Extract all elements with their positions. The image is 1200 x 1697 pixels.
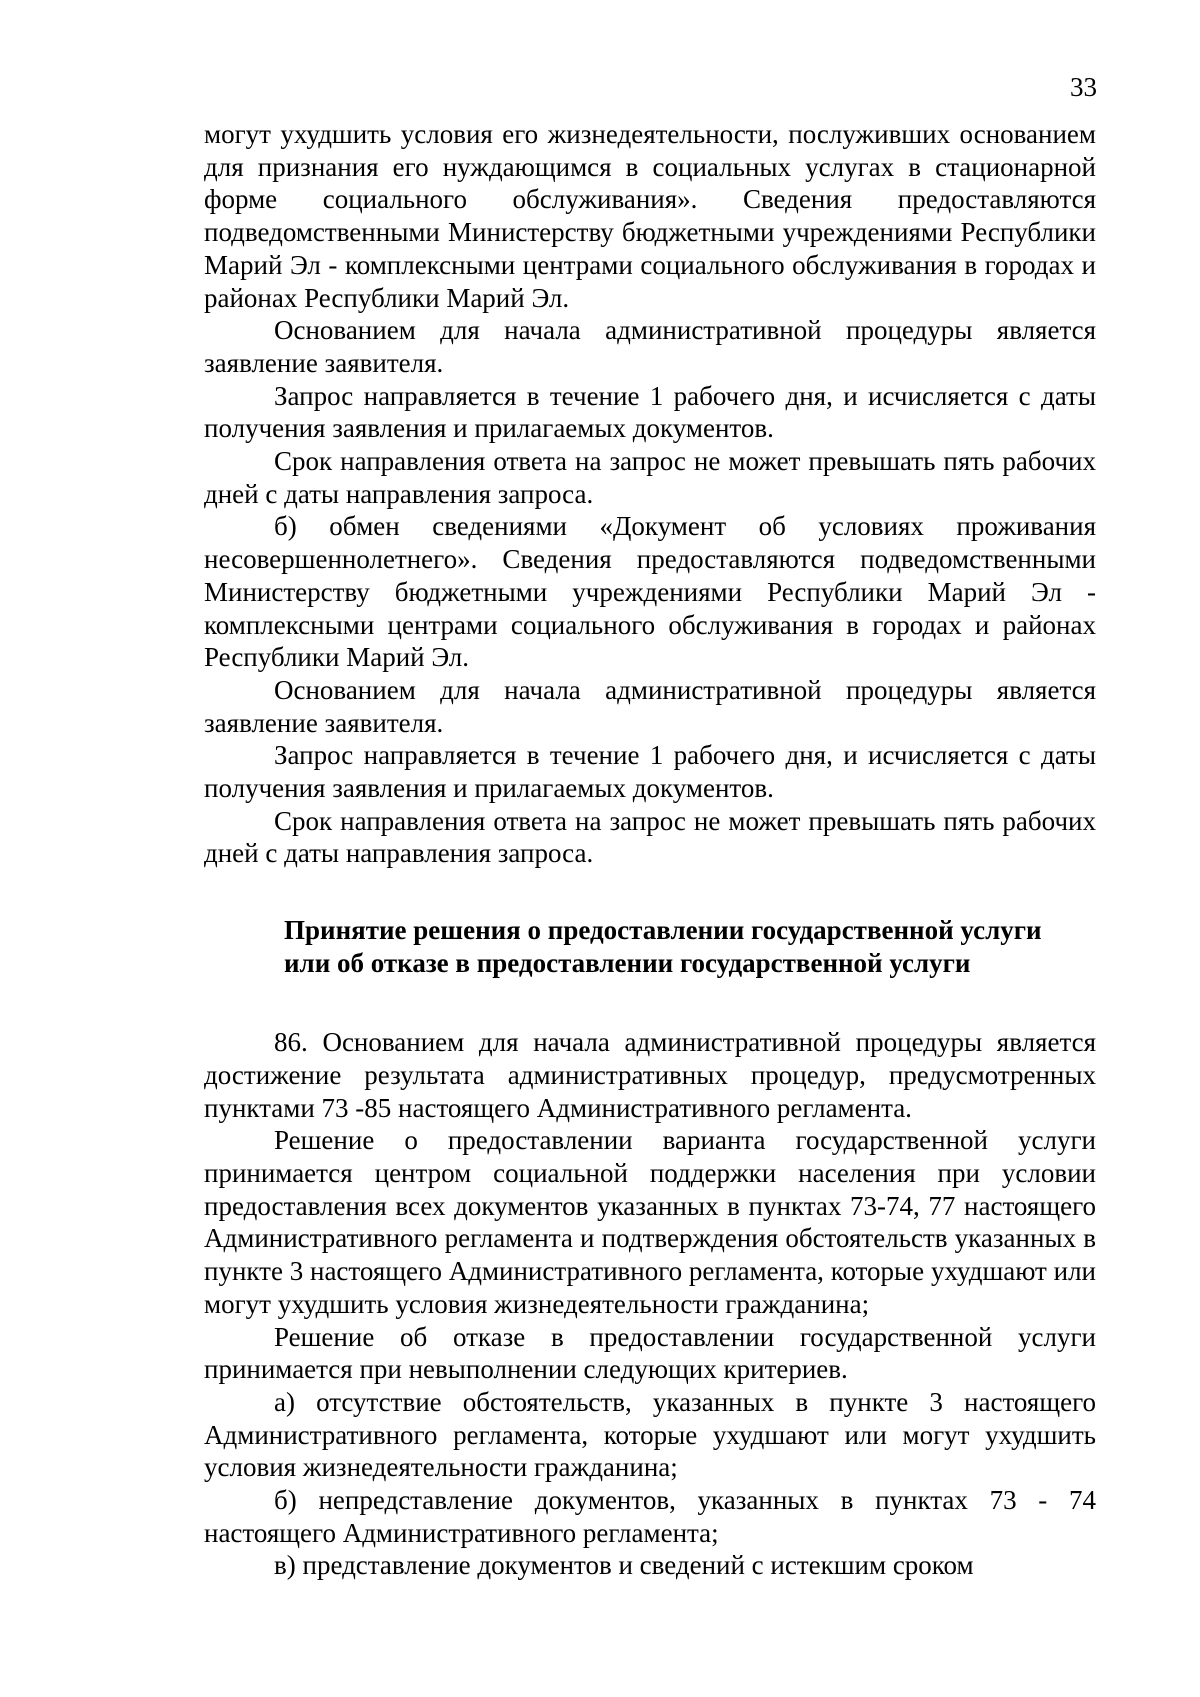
page-number: 33 (1070, 72, 1097, 102)
paragraph: Решение об отказе в предоставлении государственной услуги принимается при невыполнении следующих критериев. (204, 1321, 1096, 1385)
document-body (204, 118, 1096, 1582)
paragraph: Запрос направляется в течение 1 рабочего дня, и исчисляется с даты получения заявления и прилагаемых документов. (204, 380, 1096, 444)
paragraph: Срок направления ответа на запрос не может превышать пять рабочих дней с даты направления запроса. (204, 805, 1096, 869)
paragraph: а) отсутствие обстоятельств, указанных в пункте 3 настоящего Административного регламента, которые ухудшают или могут ухудшить условия жизнедеятельности гражданина; (204, 1386, 1096, 1483)
section-heading-line: или об отказе в предоставлении государственной услуги (284, 948, 971, 979)
paragraph: Основанием для начала административной процедуры является заявление заявителя. (204, 315, 1096, 378)
paragraph: Решение о предоставлении варианта государственной услуги принимается центром социальной поддержки населения при условии предоставления всех документов указанных в пунктах 73-74, 77 настоящего Административного регламента и подтверждения обстоятельств указанных в пункте 3 настоящего Административного регламента, которые ухудшают или могут ухудшить условия жизнедеятельности гражданина; (204, 1125, 1096, 1319)
section-heading (204, 914, 1096, 980)
paragraph: б) обмен сведениями «Документ об условиях проживания несовершеннолетнего». Сведения предоставляются подведомственными Министерству бюджетными учреждениями Республики Марий Эл - комплексными центрами социального обслуживания в городах и районах Республики Марий Эл. (204, 511, 1096, 673)
paragraph: б) непредставление документов, указанных в пунктах 73 - 74 настоящего Административного регламента; (204, 1485, 1096, 1548)
section-heading-line: Принятие решения о предоставлении государственной услуги (284, 915, 1042, 946)
paragraph: в) представление документов и сведений с истекшим сроком (274, 1550, 974, 1581)
paragraph: 86. Основанием для начала административной процедуры является достижение результата административных процедур, предусмотренных пунктами 73 -85 настоящего Административного регламента. (204, 1027, 1096, 1123)
paragraph: Запрос направляется в течение 1 рабочего дня, и исчисляется с даты получения заявления и прилагаемых документов. (204, 740, 1096, 804)
paragraph: могут ухудшить условия его жизнедеятельности, послуживших основанием для признания его нуждающимся в социальных услугах в стационарной форме социального обслуживания». Сведения предоставляются подведомственными Министерству бюджетными учреждениями Республики Марий Эл - комплексными центрами социального обслуживания в городах и районах Республики Марий Эл. (204, 119, 1096, 313)
paragraph: Срок направления ответа на запрос не может превышать пять рабочих дней с даты направления запроса. (204, 446, 1096, 509)
paragraph: Основанием для начала административной процедуры является заявление заявителя. (204, 674, 1096, 738)
